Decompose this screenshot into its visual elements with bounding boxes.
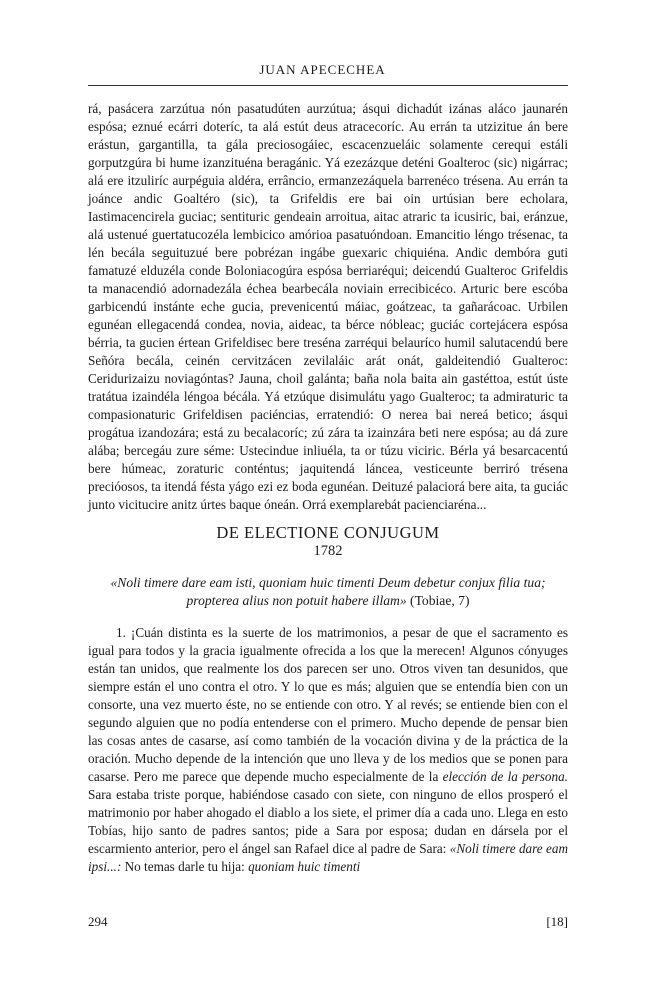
- header-rule: [88, 85, 568, 86]
- spanish-text-1: 1. ¡Cuán distinta es la suerte de los matrimonios, a pesar de que el sacramento es igual para todos y la gracia igualmente ofrecida a los que la merecen! Algunos cónyuges están tan unidos, que realmente los dos parecen ser uno. Otros viven tan desunidos, que siempre están el uno contra el otro. Y lo que es más; alguien que se entendía bien con un consorte, una vez muerto éste, no se entiende con otro. Y al revés; se entiende bien con el segundo alguien que no podía entenderse con el primero. Mucho depende de pensar bien las cosas antes de casarse, así como también de la vocación divina y de la práctica de la oración. Mucho depende de la intención que uno lleva y de los medios que se ponen para casarse. Pero me parece que depende mucho especialmente de la: [88, 625, 568, 784]
- epigraph-source: (Tobiae, 7): [406, 593, 470, 608]
- signature-mark: [18]: [546, 914, 568, 929]
- basque-paragraph: rá, pasácera zarzútua nón pasatudúten aurzútua; ásqui dichadút izánas aláco jaunarén espósa; eznué ecárri doteríc, ta alá estút deus atracecoríc. Au errán ta utzizitue án bere erástun, gargantilla, ta gála preciosogáiec, escacenzueláic solamente cerequi estáli gorputzgúra bi hume izanzituéna beragánic. Yá ezezázque deténi Goalteroc (sic) nigárrac; alá ere itzuliríc aurpéguia aldéra, errâncio, ermanzezáquela barrenéco trésena. Au errán ta joánce andic Goaltéro (sic), ta Grifeldis ere bai oin urtúsian bere echolara, Iastimacencirela guciac; sentituric gendeain arroitua, aitac atraric ta icusiric, bai, eránzue, alá ustenué guertatucozéla lembicico amórioa pasatuóndoan. Emancitio léngo trésenac, ta lén becála seguituzué bere pobrézan ingábe guexaric chiquiéna. Andic dembóra guti famatuzé elduzéla conde Boloniacogúra espósa berriaréqui; deicendú Gualteroc Grifeldis ta manacendió adornadezála échea bearbecála noviain errecibicéco. Arturic bere escóba garbicendú instánte eche gucia, prevenicentú máiac, goátzeac, ta gañarácoac. Urbilen egunéan ellegacendá condea, novia, aideac, ta bérce nóbleac; guciác cortejácera espósa bérria, ta gucien értean Grifeldisec bere treséna zarréqui belauríco humil salutacendú bere Señóra becála, ceinén cervitzácen zevilaláic arát onát, galdeitendió Gualteroc: Ceridurizaizu noviagóntas? Jauna, choil galánta; baña nola baita ain gastéttoa, estút úste tratátua izaindéla léngoa bécála. Yá etzúque disimulátu yago Gualteroc; ta admiraturic ta compasionaturic Grifeldisen paciéncias, erratendió: O nerea bai nereá betico; ásqui progátua izandozára; está zu becalacoríc; zú zára ta izainzára beti nere espósa; au dá zure alába; bercegáu zure séme: Ustecindue inliuéla, ta or túzu viciric. Bérla yá besarcacentú bere húmeac, zoraturic conténtus; jaquitendá láncea, vesticeunte berriró trésena precióosos, ta itendá fésta yágo ezi ez boda egunéan. Deituzé palaciorá bere aita, ta guciác junto vicitucire anitz úrtes baque óneán. Orrá exemplarebát pacienciaréna...: [88, 101, 568, 512]
- epigraph-quote: «Noli timere dare eam isti, quoniam huic timenti Deum debetur conjux filia tua; propterea alius non potuit habere illam»: [110, 575, 546, 608]
- spanish-text-3: No temas darle tu hija:: [121, 859, 249, 874]
- spanish-emphasis-2: «Noli timere dare eam ipsi...:: [88, 841, 568, 874]
- epigraph: [88, 574, 568, 610]
- running-head: JUAN APECECHEA: [259, 62, 386, 77]
- spanish-emphasis-1: elección de la persona.: [442, 769, 568, 784]
- spanish-emphasis-3: quoniam huic timenti: [248, 859, 361, 874]
- spanish-paragraph: [88, 624, 568, 876]
- page-number: 294: [88, 914, 108, 929]
- section-year: 1782: [313, 543, 343, 559]
- spanish-text-2: Sara estaba triste porque, habiéndose casado con siete, con ninguno de ellos prosperó el matrimonio por haber ahogado el diablo a los siete, el primer día a cada uno. Llega en esto Tobías, hijo santo de padres santos; pide a Sara por esposa; dudan en dársela por el escarmiento anterior, pero el ángel san Rafael dice al padre de Sara:: [88, 787, 568, 856]
- text-body: [88, 100, 568, 876]
- section-title: DE ELECTIONE CONJUGUM: [216, 523, 440, 542]
